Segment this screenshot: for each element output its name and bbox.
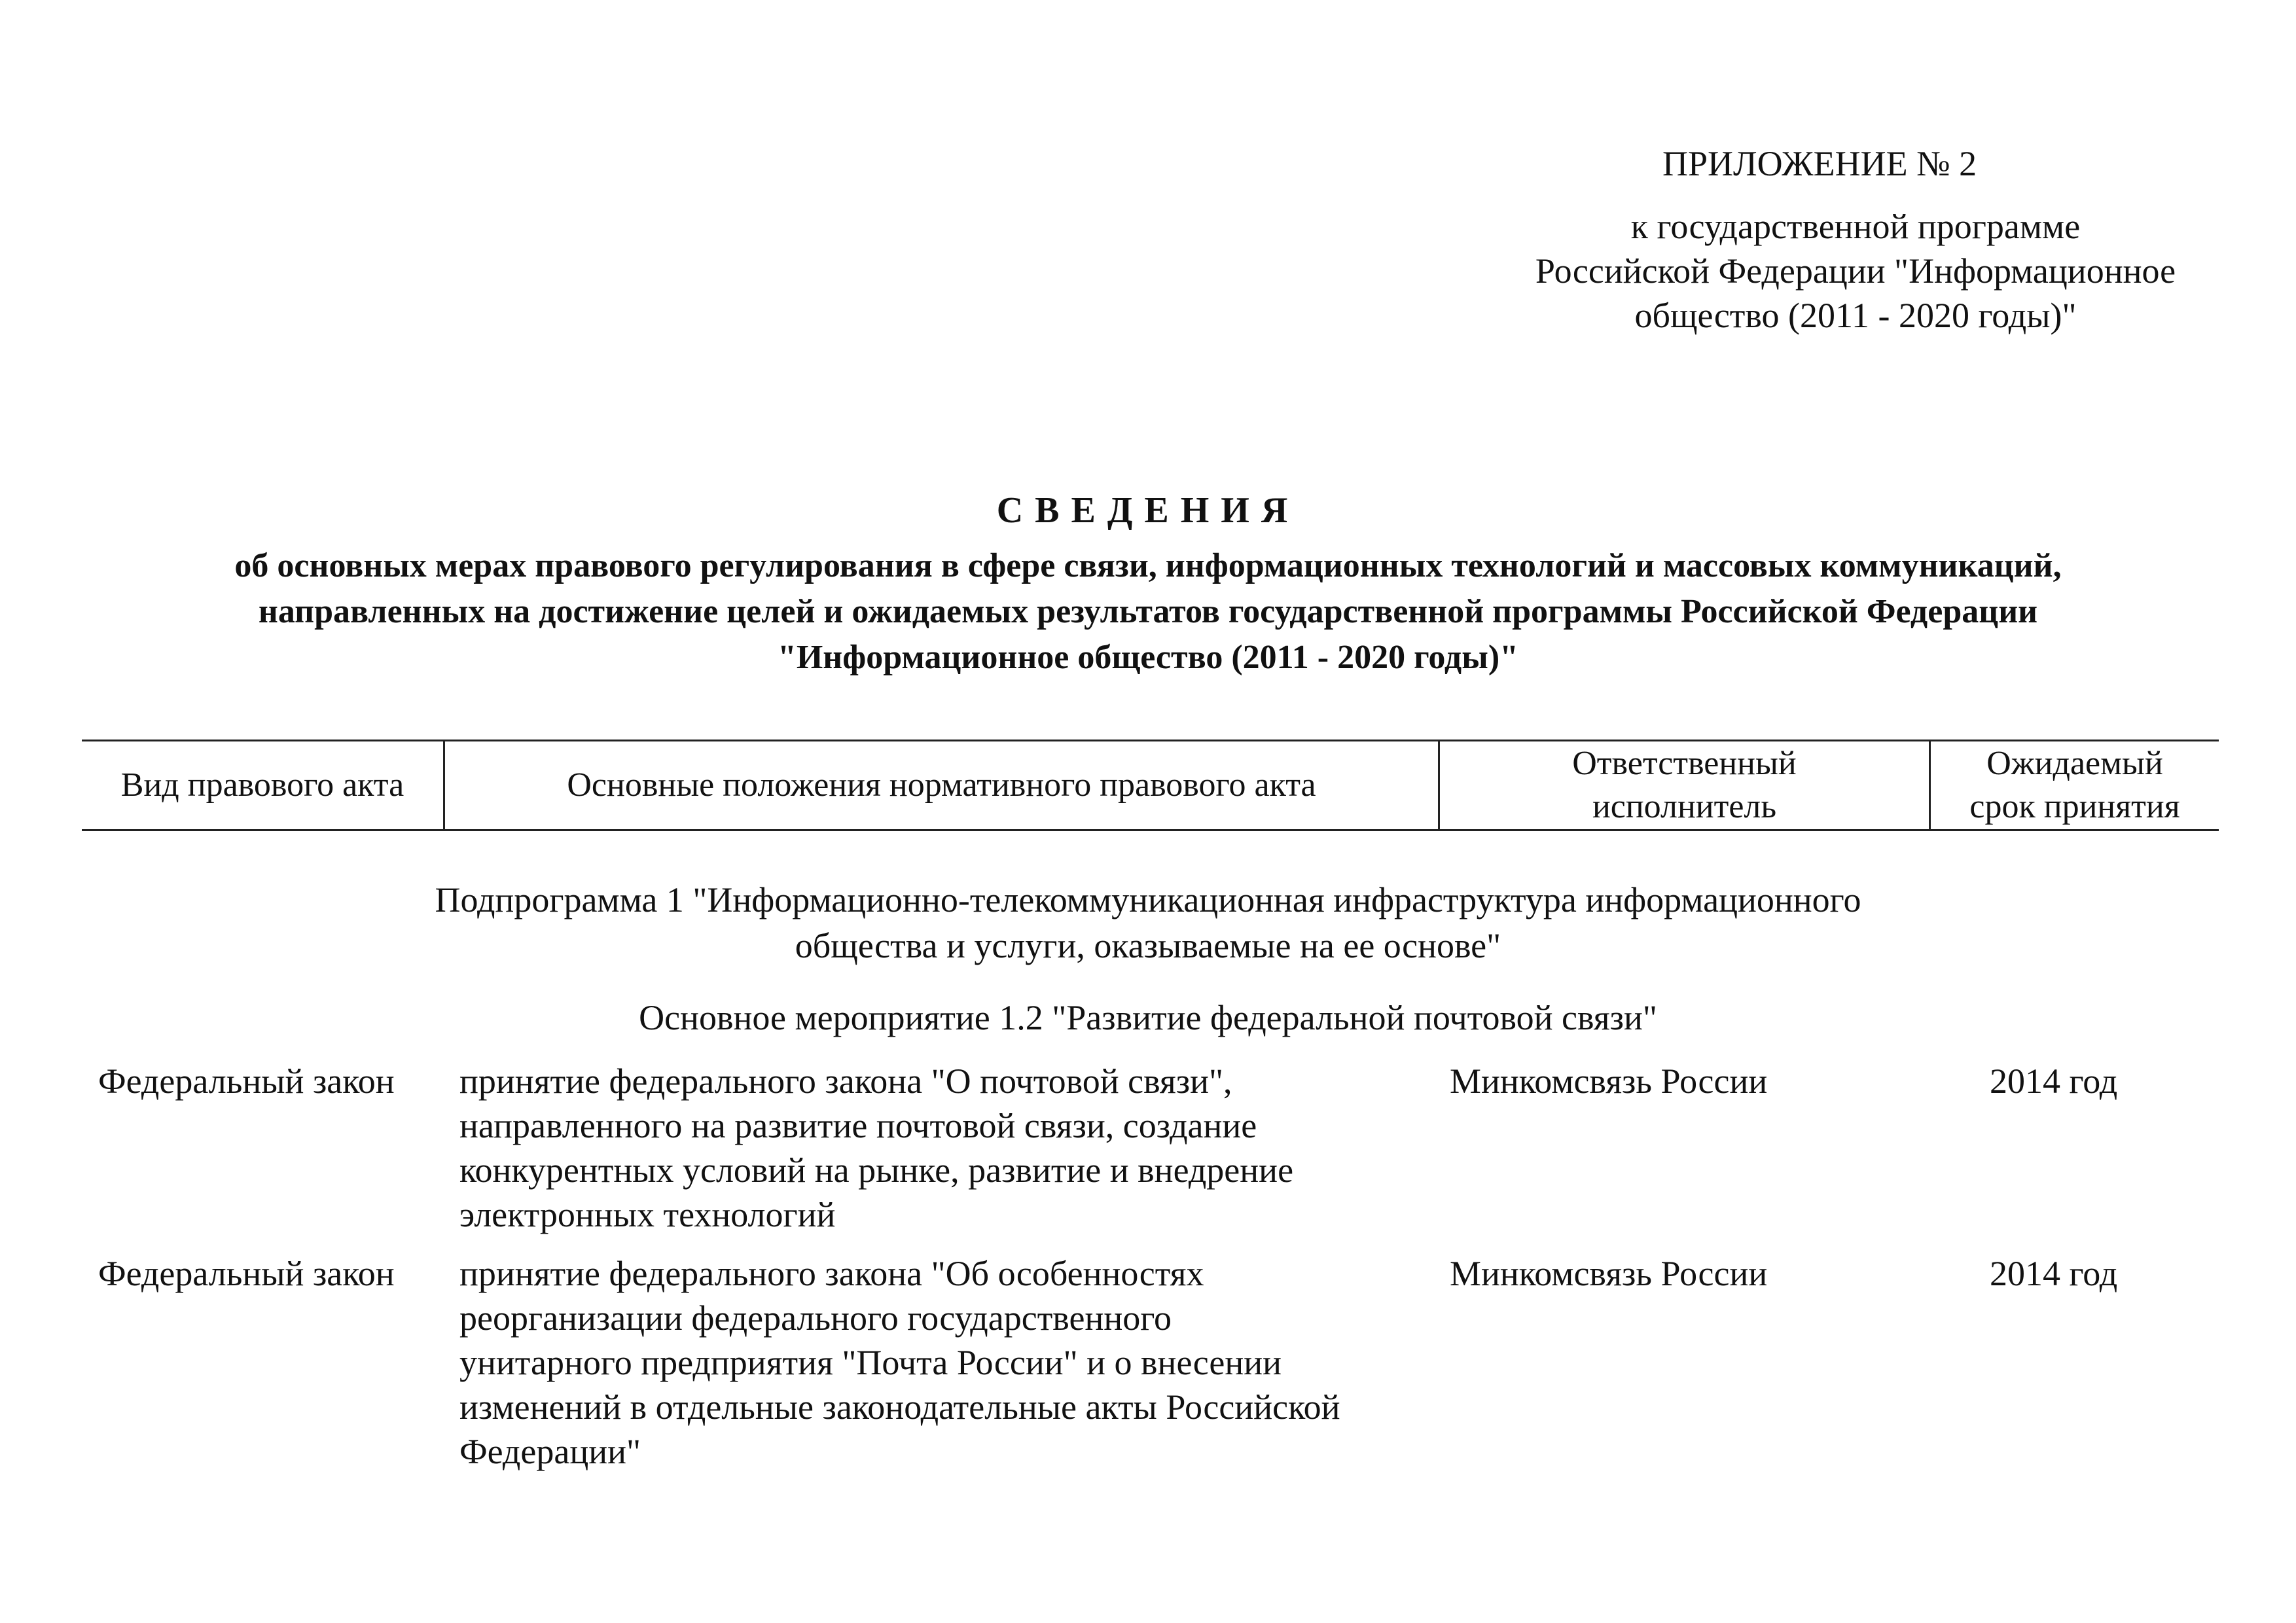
document-title: СВЕДЕНИЯ (996, 490, 1300, 531)
header-deadline-line: Ожидаемый (1986, 745, 2163, 782)
row-executor: Минкомсвязь России (1450, 1254, 1768, 1293)
row-provisions (459, 1251, 1520, 1474)
row-deadline: 2014 год (1990, 1254, 2118, 1293)
row-executor: Минкомсвязь России (1450, 1061, 1768, 1101)
row-provisions-line: реорганизации федерального государственного (459, 1298, 1172, 1338)
appendix-number: ПРИЛОЖЕНИЕ № 2 (1662, 144, 1977, 183)
header-executor-line: исполнитель (1592, 788, 1777, 825)
row-provisions-line: изменений в отдельные законодательные акты Российской (459, 1387, 1340, 1427)
document-subtitle (65, 543, 2231, 681)
row-provisions-line: Федерации" (459, 1432, 641, 1471)
header-executor (1440, 741, 1931, 829)
header-act-type-label: Вид правового акта (120, 766, 404, 804)
row-deadline: 2014 год (1990, 1061, 2118, 1101)
row-provisions-line: конкурентных условий на рынке, развитие и внедрение (459, 1150, 1294, 1190)
row-provisions-line: принятие федерального закона "О почтовой связи", (459, 1061, 1232, 1101)
row-provisions-line: принятие федерального закона "Об особенностях (459, 1254, 1204, 1293)
document-subtitle-line: об основных мерах правового регулирования в сфере связи, информационных технологий и массовых коммуникаций, (234, 547, 2062, 584)
subprogram-heading-line: общества и услуги, оказываемые на ее основе" (795, 926, 1501, 965)
row-provisions (459, 1059, 1520, 1237)
main-measure-heading: Основное мероприятие 1.2 "Развитие федеральной почтовой связи" (639, 998, 1657, 1037)
table-header (82, 740, 2219, 831)
document-subtitle-line: "Информационное общество (2011 - 2020 годы)" (777, 639, 1518, 676)
header-provisions (445, 741, 1440, 829)
header-act-type (82, 741, 445, 829)
header-deadline-line: срок принятия (1969, 788, 2180, 825)
row-provisions-line: направленного на развитие почтовой связи, создание (459, 1106, 1257, 1145)
subprogram-heading-line: Подпрограмма 1 "Информационно-телекоммуникационная инфраструктура информационного (435, 880, 1861, 919)
row-act-type: Федеральный закон (98, 1061, 395, 1101)
document-subtitle-line: направленных на достижение целей и ожидаемых результатов государственной программы Российской Федерации (258, 593, 2038, 630)
appendix-reference-line: к государственной программе (1630, 207, 2081, 246)
header-provisions-label: Основные положения нормативного правового акта (567, 766, 1316, 804)
row-provisions-line: электронных технологий (459, 1195, 836, 1234)
row-provisions-line: унитарного предприятия "Почта России" и о внесении (459, 1343, 1282, 1382)
subprogram-heading (0, 877, 2296, 969)
row-act-type: Федеральный закон (98, 1254, 395, 1293)
appendix-reference-line: общество (2011 - 2020 годы)" (1634, 296, 2077, 335)
header-deadline (1931, 741, 2219, 829)
appendix-reference-line: Российской Федерации "Информационное (1535, 251, 2176, 291)
header-executor-line: Ответственный (1572, 745, 1797, 782)
appendix-reference (1453, 204, 2258, 338)
